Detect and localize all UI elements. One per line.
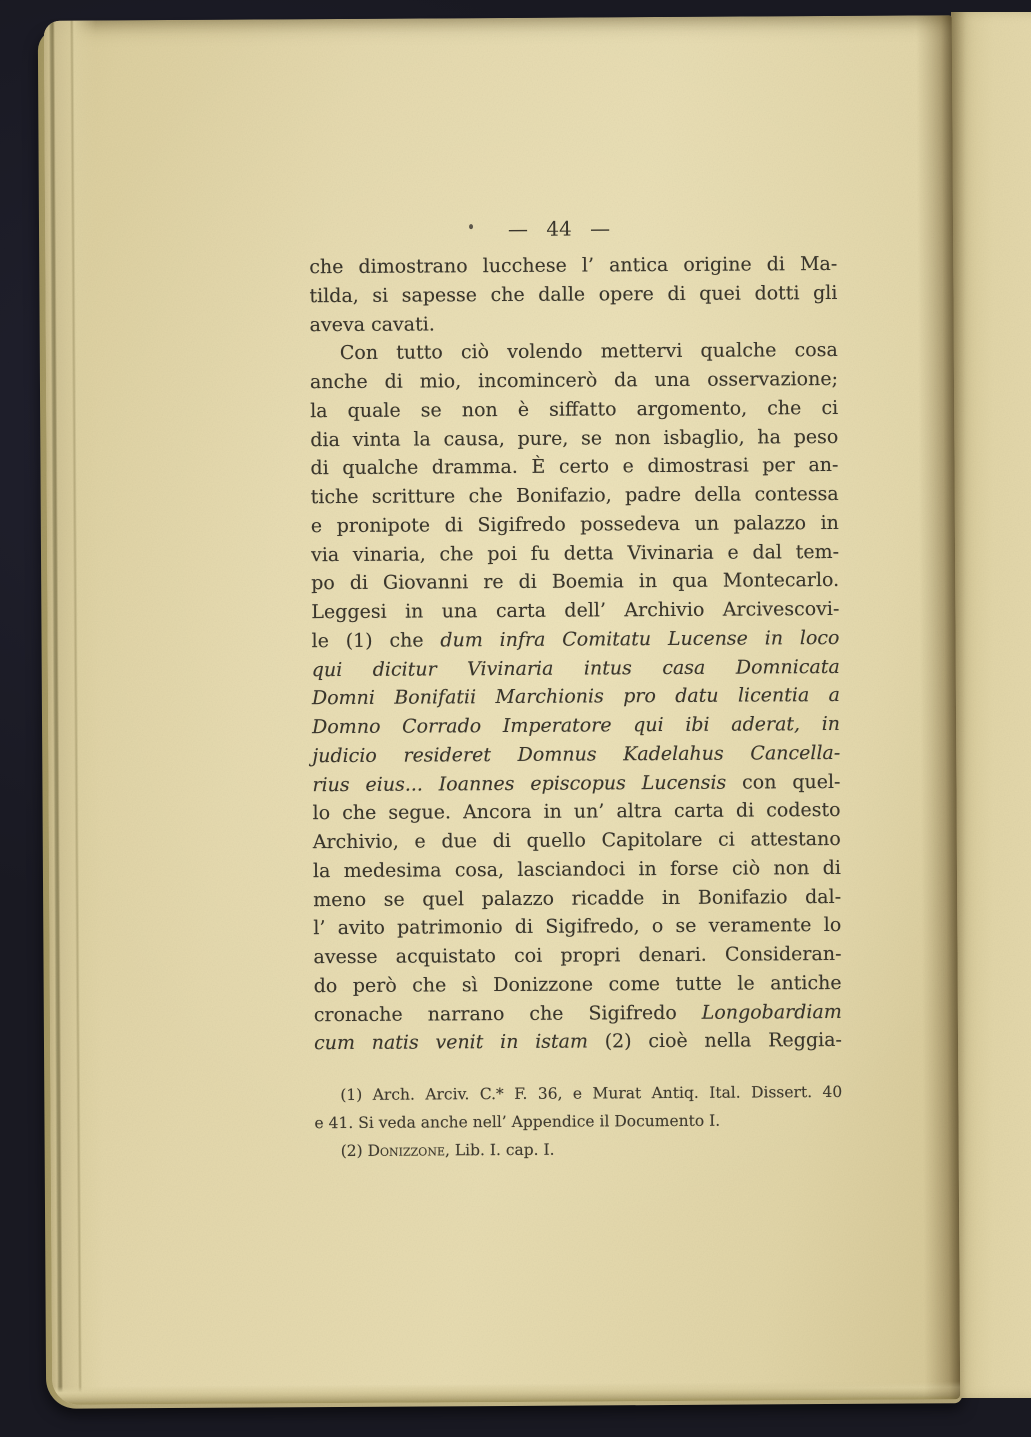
- word: po: [311, 572, 335, 595]
- word: le: [311, 629, 329, 652]
- word: tutte: [675, 972, 722, 995]
- word: Sigifredo: [588, 1001, 677, 1024]
- word: (1): [345, 629, 373, 652]
- word: peso: [793, 425, 839, 448]
- word: Dissert.: [751, 1083, 813, 1102]
- book-page: [44, 15, 960, 1405]
- word: dimostrasi: [647, 454, 749, 478]
- word: la: [310, 399, 328, 422]
- word: cronache: [313, 1003, 403, 1026]
- word: di: [492, 829, 512, 853]
- word: qua: [672, 569, 708, 593]
- text-line: [312, 767, 840, 799]
- word: tem-: [795, 540, 840, 563]
- word: ricadde: [571, 886, 645, 910]
- word: intus: [583, 656, 632, 679]
- word: dal: [752, 540, 783, 563]
- word: se: [383, 888, 405, 911]
- text-line: [311, 566, 839, 598]
- word: Murat: [592, 1084, 642, 1103]
- word: Cancella-: [750, 741, 841, 765]
- word: una: [654, 368, 691, 392]
- body-text: [309, 250, 842, 1058]
- text-segment: e 41. Si veda anche nell’ Appendice il Documento I.: [314, 1111, 721, 1133]
- text-line: [314, 1106, 842, 1137]
- word: e: [414, 830, 426, 853]
- word: vinta: [352, 428, 401, 451]
- word: di: [822, 856, 841, 879]
- word: contessa: [754, 482, 839, 506]
- text-segment: aveva cavati.: [309, 312, 435, 336]
- word: Bonifatii: [394, 686, 477, 709]
- word: C.*: [479, 1084, 504, 1104]
- word: Bonifazio,: [516, 484, 612, 507]
- word: ci: [718, 828, 735, 851]
- word: ciò: [731, 857, 761, 880]
- text-line: [312, 652, 840, 684]
- word: rius: [312, 773, 350, 796]
- word: avesse: [313, 945, 378, 969]
- word: padre: [624, 483, 682, 507]
- word: la: [413, 427, 431, 451]
- word: argomento,: [636, 397, 748, 420]
- deckled-left-edge: [44, 20, 104, 1404]
- word: Arciv.: [425, 1085, 470, 1104]
- word: lo: [823, 914, 842, 937]
- word: in: [821, 712, 841, 736]
- word: (2): [604, 1030, 632, 1053]
- word: F.: [514, 1084, 528, 1103]
- word: Ioannes: [438, 772, 515, 795]
- word: che: [468, 484, 503, 508]
- word: Arcivescovi-: [722, 597, 840, 621]
- word: Archivio: [624, 598, 705, 622]
- word: l’: [313, 917, 326, 940]
- word: resideret: [403, 743, 492, 767]
- word: Kadelahus: [623, 742, 724, 766]
- word: e: [622, 455, 634, 478]
- word: Domnus: [517, 743, 597, 766]
- word: medesima: [343, 859, 442, 882]
- word: episcopus: [530, 771, 626, 795]
- word: aderat,: [731, 713, 801, 736]
- word: una: [441, 600, 478, 623]
- word: cioè: [648, 1030, 688, 1053]
- word: attestano: [750, 827, 841, 851]
- word: Domnicata: [735, 655, 840, 679]
- word: causa,: [443, 427, 505, 450]
- word: È: [531, 455, 546, 479]
- word: loco: [799, 626, 840, 649]
- word: detta: [563, 541, 614, 565]
- word: in: [661, 886, 681, 909]
- word: Corrado: [402, 715, 482, 738]
- word: volendo: [507, 340, 583, 364]
- word: e: [310, 514, 323, 537]
- word: Domni: [311, 687, 376, 710]
- text-line: [314, 969, 842, 1001]
- word: le: [737, 972, 755, 995]
- word: di: [444, 513, 463, 537]
- text-line: [310, 422, 838, 454]
- text-segment: (2): [340, 1141, 368, 1160]
- word: gli: [812, 281, 838, 304]
- word: per: [762, 454, 795, 477]
- text-segment: , Lib. I. cap. I.: [444, 1140, 555, 1160]
- word: che: [767, 396, 802, 420]
- word: quel: [422, 887, 465, 910]
- word: tiche: [310, 485, 359, 509]
- word: Lucense: [667, 627, 748, 650]
- word: infra: [499, 628, 546, 651]
- word: dal-: [805, 885, 842, 908]
- word: meno: [313, 888, 367, 911]
- word: in: [404, 600, 424, 623]
- word: (1): [340, 1085, 363, 1104]
- word: opere: [598, 282, 654, 306]
- word: Sigifredo,: [545, 915, 640, 938]
- word: Sigifredo: [477, 513, 566, 536]
- word: cosa: [794, 339, 838, 362]
- word: dramma.: [431, 456, 518, 479]
- word: e: [727, 541, 739, 564]
- word: palazzo: [733, 511, 807, 535]
- word: sapesse: [401, 283, 478, 307]
- page-number: — 44 —: [507, 216, 611, 241]
- text-line: [310, 394, 838, 426]
- word: l’: [581, 254, 595, 277]
- word: isbaglio,: [663, 426, 745, 449]
- text-line: [309, 250, 837, 282]
- word: origine: [683, 253, 752, 276]
- word: forse: [670, 857, 719, 880]
- word: narrano: [427, 1002, 505, 1025]
- word: scritture: [371, 485, 456, 508]
- word: dell’: [564, 599, 607, 622]
- word: Ma-: [799, 252, 838, 276]
- word: non: [773, 856, 810, 880]
- word: si: [372, 284, 389, 307]
- word: lo: [312, 802, 331, 825]
- word: Montecarlo.: [722, 569, 840, 592]
- word: di: [735, 799, 755, 822]
- word: di: [766, 253, 786, 276]
- word: Boemia: [551, 570, 624, 593]
- word: la: [312, 859, 331, 882]
- text-line: [313, 825, 841, 857]
- word: pronipote: [336, 514, 431, 537]
- word: certo: [558, 455, 610, 478]
- text-line: [313, 882, 841, 914]
- word: Vivinaria: [627, 541, 714, 564]
- word: casa: [662, 656, 706, 679]
- word: vinaria,: [352, 542, 426, 566]
- word: do: [313, 974, 338, 997]
- text-line: [309, 279, 837, 311]
- word: Reggia-: [768, 1029, 842, 1052]
- text-line: [310, 365, 838, 397]
- word: cum: [313, 1032, 356, 1055]
- text-line: [311, 509, 839, 541]
- word: Capitolare: [601, 828, 703, 852]
- word: in: [543, 800, 562, 823]
- word: eius...: [365, 772, 423, 796]
- word: lucchese: [482, 254, 567, 278]
- word: 36,: [537, 1084, 563, 1103]
- word: Antiq.: [651, 1083, 699, 1103]
- word: antiche: [770, 971, 842, 995]
- word: ciò: [460, 341, 490, 364]
- word: tilda,: [309, 284, 359, 307]
- word: qualche: [700, 339, 777, 363]
- word: in: [820, 511, 839, 534]
- word: Arch.: [372, 1085, 415, 1104]
- word: dalle: [538, 283, 586, 306]
- word: che: [342, 802, 377, 825]
- word: in: [638, 857, 657, 880]
- text-line: [310, 451, 838, 483]
- word: da: [614, 369, 638, 392]
- word: 40: [822, 1082, 843, 1102]
- word: natis: [371, 1031, 419, 1055]
- text-line: [313, 854, 841, 886]
- word: se: [420, 399, 442, 422]
- text-line: [313, 940, 841, 972]
- word: Archivio,: [312, 830, 399, 854]
- word: siffatto: [549, 398, 617, 421]
- word: poi: [487, 542, 518, 565]
- word: qualche: [342, 456, 419, 480]
- text-line: [313, 796, 841, 828]
- word: possedeva: [580, 512, 681, 536]
- word: quel-: [792, 770, 841, 793]
- word: di: [349, 572, 369, 595]
- word: e: [572, 1084, 583, 1103]
- text-line: [310, 336, 838, 368]
- word: ci: [821, 396, 839, 419]
- word: incomincerò: [478, 369, 598, 393]
- word: Imperatore: [502, 714, 612, 737]
- word: carta: [495, 599, 547, 623]
- word: della: [694, 483, 742, 506]
- word: quei: [699, 282, 742, 305]
- word: osservazione;: [707, 367, 839, 391]
- text-line: [311, 537, 839, 569]
- word: dum: [440, 628, 483, 652]
- word: che: [309, 255, 344, 279]
- word: Comitatu: [562, 627, 652, 651]
- word: Donizzone: [493, 973, 594, 996]
- word: come: [608, 972, 661, 996]
- text-line: [315, 1134, 843, 1165]
- word: antica: [608, 253, 669, 277]
- word: Consideran-: [724, 942, 842, 966]
- word: Ancora: [462, 801, 532, 824]
- word: qui: [633, 714, 664, 737]
- word: judicio: [312, 744, 377, 767]
- word: però: [352, 974, 397, 997]
- word: Ital.: [709, 1083, 741, 1102]
- word: ha: [757, 425, 781, 448]
- word: di: [667, 282, 686, 305]
- word: licentia: [737, 684, 810, 707]
- word: non: [614, 426, 651, 449]
- text-line: [312, 739, 840, 771]
- text-line: [311, 624, 839, 656]
- word: Lucensis: [641, 771, 727, 794]
- word: se: [581, 426, 603, 450]
- word: Longobardiam: [701, 1000, 842, 1024]
- word: re: [483, 571, 504, 594]
- text-line: [314, 997, 842, 1029]
- word: anche: [309, 370, 368, 394]
- word: avito: [337, 916, 385, 940]
- text-line: [314, 1026, 842, 1058]
- word: un’: [573, 800, 605, 823]
- word: tutto: [396, 341, 443, 364]
- word: o: [651, 915, 664, 938]
- word: lasciandoci: [517, 858, 626, 881]
- word: che: [412, 974, 447, 997]
- word: dicitur: [372, 657, 437, 681]
- word: Con: [339, 342, 379, 365]
- text-line: [312, 681, 840, 713]
- word: con: [742, 770, 777, 794]
- word: mettervi: [600, 340, 683, 363]
- word: un: [694, 512, 720, 535]
- word: coi: [514, 944, 543, 967]
- word: datu: [675, 684, 719, 708]
- text-segment: Donizzone: [367, 1141, 446, 1160]
- word: dimostrano: [358, 255, 468, 278]
- word: di: [384, 370, 403, 393]
- word: ibi: [685, 713, 710, 736]
- word: Leggesi: [311, 600, 387, 624]
- word: non: [461, 398, 498, 421]
- word: che: [490, 283, 525, 306]
- word: palazzo: [481, 887, 555, 910]
- word: altra: [616, 800, 662, 823]
- word: Vivinaria: [467, 657, 554, 680]
- word: dia: [310, 428, 340, 451]
- word: codesto: [766, 799, 841, 822]
- word: sì: [461, 973, 478, 997]
- word: Bonifazio: [697, 885, 788, 909]
- text-line: [311, 595, 839, 627]
- word: venit: [435, 1031, 484, 1054]
- word: in: [638, 570, 658, 593]
- word: pure,: [517, 427, 569, 450]
- footnotes: [314, 1078, 843, 1165]
- text-line: [311, 480, 839, 512]
- word: che: [439, 542, 474, 565]
- text-line: [312, 710, 840, 742]
- word: in: [500, 1031, 519, 1054]
- word: cosa,: [454, 858, 505, 882]
- word: mio,: [419, 370, 462, 393]
- word: an-: [808, 454, 839, 477]
- word: due: [441, 830, 478, 853]
- word: quale: [347, 399, 401, 422]
- word: Giovanni: [382, 571, 469, 594]
- word: acquistato: [395, 945, 497, 968]
- word: dotti: [754, 281, 800, 305]
- adjacent-page-edge: [951, 12, 1031, 1398]
- word: fu: [530, 542, 551, 565]
- word: carta: [673, 799, 725, 823]
- word: denari.: [638, 943, 707, 967]
- word: patrimonio: [397, 916, 503, 939]
- word: Domno: [312, 715, 381, 739]
- word: segue.: [388, 801, 452, 824]
- word: quello: [526, 829, 586, 852]
- word: pro: [623, 685, 656, 708]
- text-line: [313, 911, 841, 943]
- word: qui: [311, 658, 343, 681]
- word: veramente: [708, 914, 812, 937]
- word: via: [310, 543, 340, 566]
- word: che: [529, 1002, 564, 1025]
- word: di: [310, 457, 329, 480]
- word: che: [389, 629, 424, 652]
- word: in: [764, 627, 784, 650]
- word: di: [514, 916, 534, 939]
- word: di: [518, 571, 537, 594]
- text-line: [314, 1078, 842, 1109]
- word: a: [828, 684, 840, 707]
- word: nella: [704, 1029, 752, 1053]
- word: istam: [535, 1030, 589, 1054]
- word: è: [517, 398, 530, 421]
- word: Marchionis: [495, 685, 604, 709]
- word: se: [675, 915, 697, 938]
- word: propri: [560, 944, 621, 967]
- text-line: [310, 307, 838, 339]
